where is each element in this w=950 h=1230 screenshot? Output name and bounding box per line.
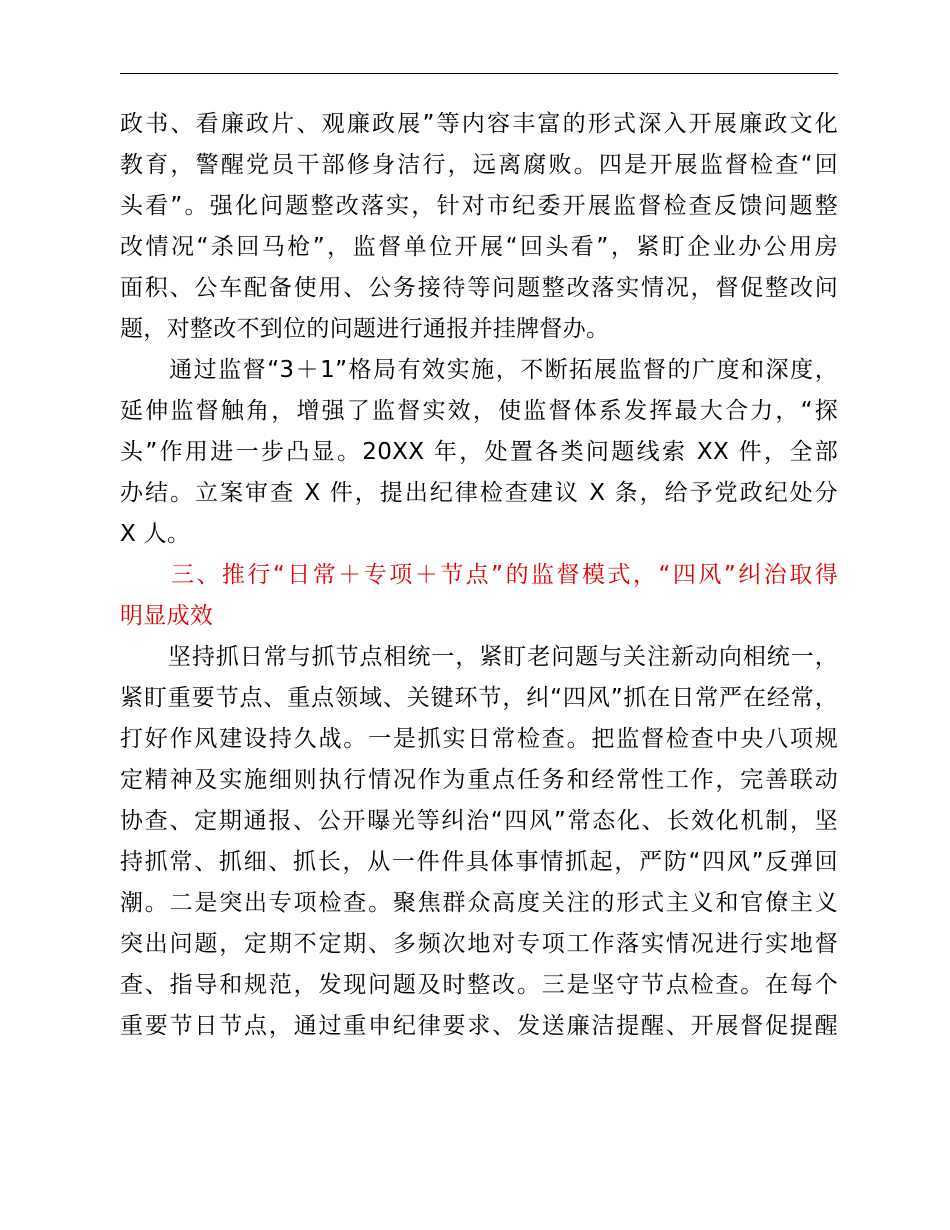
text-line: 政书、看廉政片、观廉政展”等内容丰富的形式深入开展廉政文化	[120, 111, 838, 137]
heading-line: 三、推行“日常＋专项＋节点”的监督模式，“四风”纠治取得	[120, 562, 838, 588]
text-line: 打好作风建设持久战。一是抓实日常检查。把监督检查中央八项规	[120, 726, 838, 752]
text-line: 办结。立案审查 X 件，提出纪律检查建议 X 条，给予党政纪处分	[120, 480, 838, 506]
header-rule	[120, 73, 838, 74]
text-line: 重要节日节点，通过重申纪律要求、发送廉洁提醒、开展督促提醒	[120, 1013, 838, 1039]
text-line: 持抓常、抓细、抓长，从一件件具体事情抓起，严防“四风”反弹回	[120, 849, 838, 875]
text-line: 教育，警醒党员干部修身洁行，远离腐败。四是开展监督检查“回	[120, 152, 838, 178]
text-line: 协查、定期通报、公开曝光等纠治“四风”常态化、长效化机制，坚	[120, 808, 838, 834]
text-line: 延伸监督触角，增强了监督实效，使监督体系发挥最大合力，“探	[120, 398, 838, 424]
text-line: 面积、公车配备使用、公务接待等问题整改落实情况，督促整改问	[120, 275, 838, 301]
text-line: 定精神及实施细则执行情况作为重点任务和经常性工作，完善联动	[120, 767, 838, 793]
text-line: 题，对整改不到位的问题进行通报并挂牌督办。	[120, 316, 610, 342]
body-paragraph	[120, 350, 838, 555]
text-line: 紧盯重要节点、重点领域、关键环节，纠“四风”抓在日常严在经常，	[120, 685, 838, 711]
text-line: 头”作用进一步凸显。20XX 年，处置各类问题线索 XX 件，全部	[120, 439, 838, 465]
text-line: 坚持抓日常与抓节点相统一，紧盯老问题与关注新动向相统一，	[120, 644, 838, 670]
document-body	[120, 104, 838, 1047]
text-line: 头看”。强化问题整改落实，针对市纪委开展监督检查反馈问题整	[120, 193, 838, 219]
text-line: 通过监督“3＋1”格局有效实施，不断拓展监督的广度和深度，	[120, 357, 838, 383]
text-line: 改情况“杀回马枪”，监督单位开展“回头看”，紧盯企业办公用房	[120, 234, 838, 260]
text-line: 查、指导和规范，发现问题及时整改。三是坚守节点检查。在每个	[120, 972, 838, 998]
section-heading	[120, 555, 838, 637]
body-paragraph	[120, 104, 838, 350]
heading-line: 明显成效	[120, 603, 214, 629]
body-paragraph	[120, 637, 838, 1047]
text-line: 突出问题，定期不定期、多频次地对专项工作落实情况进行实地督	[120, 931, 838, 957]
text-line: 潮。二是突出专项检查。聚焦群众高度关注的形式主义和官僚主义	[120, 890, 838, 916]
text-line: X 人。	[120, 521, 191, 547]
